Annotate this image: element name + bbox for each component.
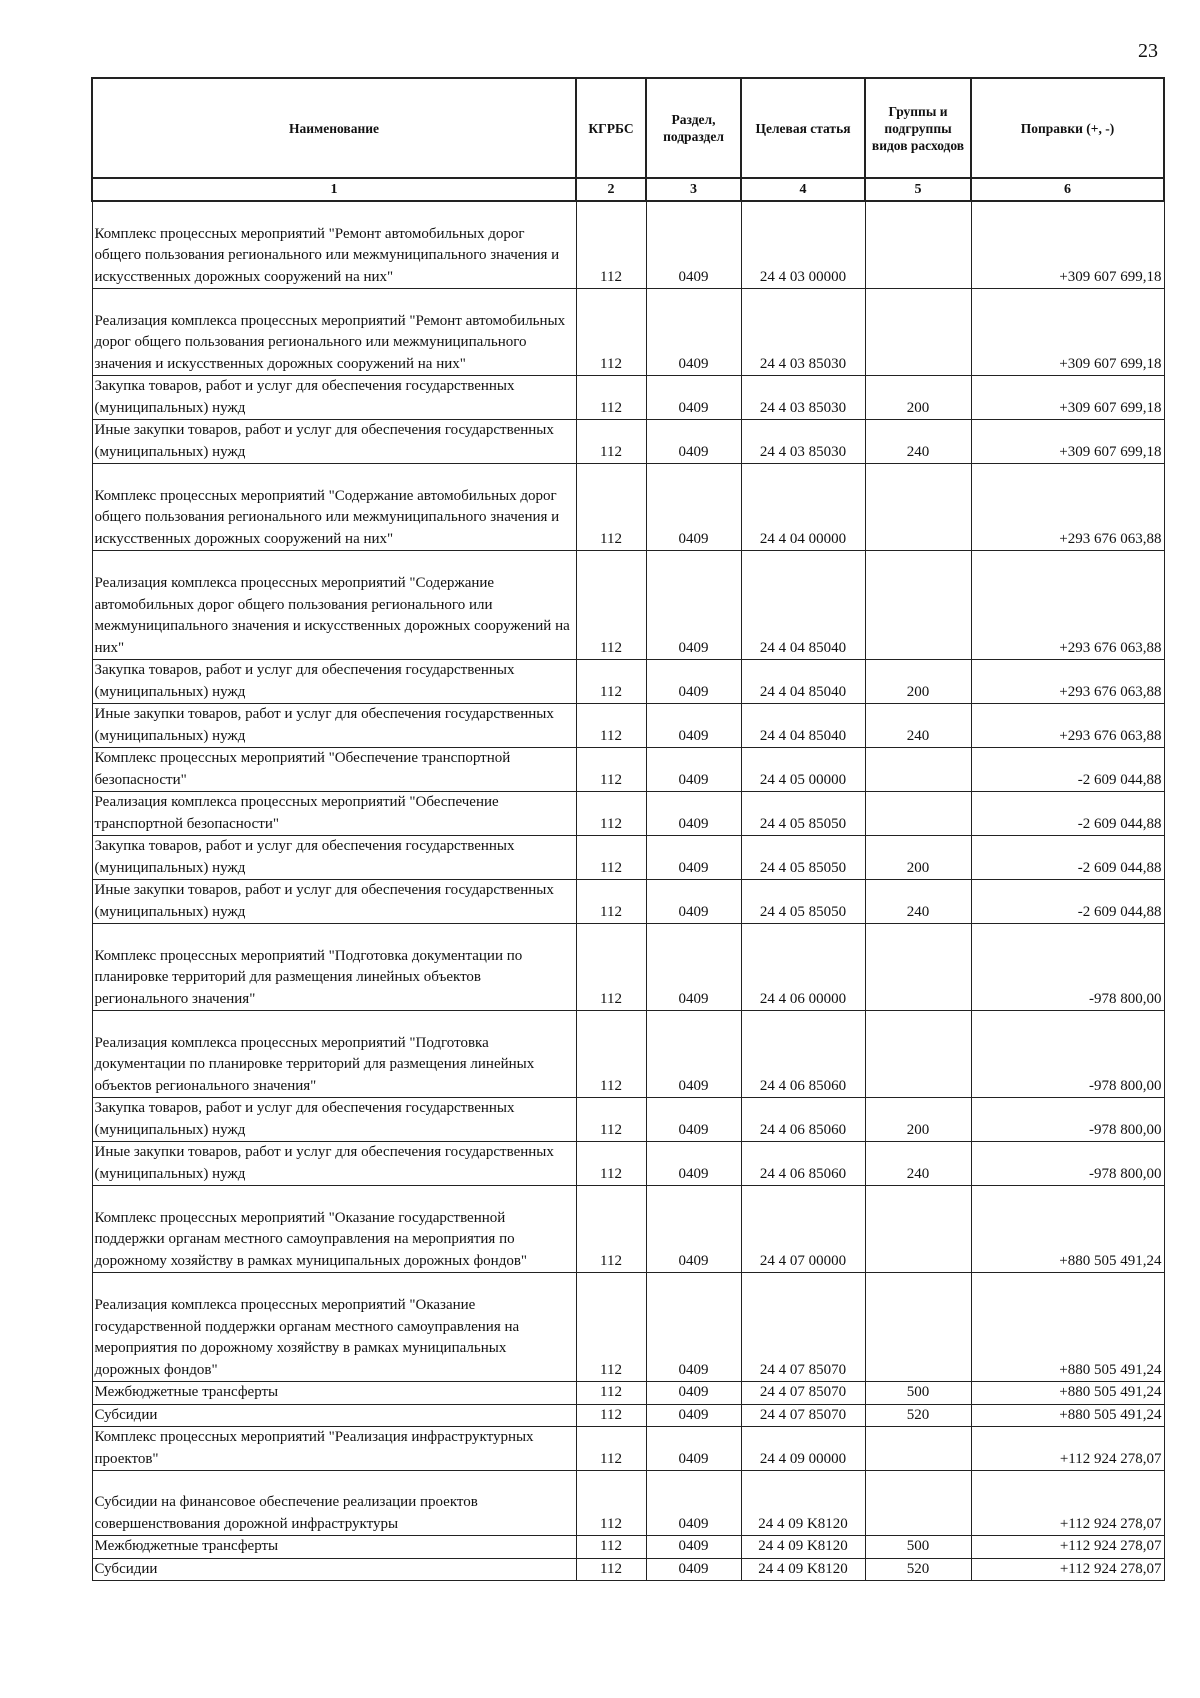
table-row bbox=[92, 1011, 1164, 1098]
row-section: 0409 bbox=[646, 1186, 741, 1273]
table-row bbox=[92, 1536, 1164, 1559]
row-kgrbs: 112 bbox=[576, 1427, 646, 1471]
row-kgrbs: 112 bbox=[576, 880, 646, 924]
row-section: 0409 bbox=[646, 880, 741, 924]
row-kgrbs: 112 bbox=[576, 792, 646, 836]
column-number: 4 bbox=[741, 178, 865, 201]
table-row bbox=[92, 464, 1164, 551]
row-target: 24 4 04 85040 bbox=[741, 660, 865, 704]
row-kgrbs: 112 bbox=[576, 1471, 646, 1536]
row-group bbox=[865, 289, 971, 376]
row-name: Закупка товаров, работ и услуг для обеспечения государственных (муниципальных) нужд bbox=[92, 836, 576, 880]
row-name: Иные закупки товаров, работ и услуг для обеспечения государственных (муниципальных) нужд bbox=[92, 1142, 576, 1186]
row-name: Комплекс процессных мероприятий "Реализация инфраструктурных проектов" bbox=[92, 1427, 576, 1471]
row-target: 24 4 07 85070 bbox=[741, 1382, 865, 1405]
row-kgrbs: 112 bbox=[576, 1558, 646, 1581]
row-section: 0409 bbox=[646, 1011, 741, 1098]
row-section: 0409 bbox=[646, 1382, 741, 1405]
header-section: Раздел, подраздел bbox=[646, 78, 741, 178]
row-name: Субсидии bbox=[92, 1558, 576, 1581]
row-group: 200 bbox=[865, 660, 971, 704]
row-kgrbs: 112 bbox=[576, 1098, 646, 1142]
row-name: Реализация комплекса процессных мероприятий "Ремонт автомобильных дорог общего пользования регионального или межмуниципального значения и искусственных дорожных сооружений на них" bbox=[92, 289, 576, 376]
row-name: Комплекс процессных мероприятий "Оказание государственной поддержки органам местного самоуправления на мероприятия по дорожному хозяйству в рамках муниципальных дорожных фондов" bbox=[92, 1186, 576, 1273]
table-row bbox=[92, 748, 1164, 792]
row-name: Комплекс процессных мероприятий "Ремонт автомобильных дорог общего пользования регионального или межмуниципального значения и искусственных дорожных сооружений на них" bbox=[92, 201, 576, 289]
row-kgrbs: 112 bbox=[576, 1011, 646, 1098]
row-group: 240 bbox=[865, 420, 971, 464]
table-row bbox=[92, 1186, 1164, 1273]
row-kgrbs: 112 bbox=[576, 376, 646, 420]
row-group: 200 bbox=[865, 1098, 971, 1142]
row-group bbox=[865, 1186, 971, 1273]
row-kgrbs: 112 bbox=[576, 464, 646, 551]
table-row bbox=[92, 1471, 1164, 1536]
row-kgrbs: 112 bbox=[576, 1536, 646, 1559]
row-kgrbs: 112 bbox=[576, 1382, 646, 1405]
row-target: 24 4 06 85060 bbox=[741, 1142, 865, 1186]
row-group: 500 bbox=[865, 1536, 971, 1559]
row-amount: +309 607 699,18 bbox=[971, 420, 1164, 464]
table-row bbox=[92, 1142, 1164, 1186]
header-amendments: Поправки (+, -) bbox=[971, 78, 1164, 178]
row-section: 0409 bbox=[646, 1404, 741, 1427]
row-kgrbs: 112 bbox=[576, 660, 646, 704]
row-kgrbs: 112 bbox=[576, 1404, 646, 1427]
row-kgrbs: 112 bbox=[576, 551, 646, 660]
row-section: 0409 bbox=[646, 201, 741, 289]
row-amount: +112 924 278,07 bbox=[971, 1427, 1164, 1471]
table-row bbox=[92, 660, 1164, 704]
row-section: 0409 bbox=[646, 1098, 741, 1142]
row-name: Реализация комплекса процессных мероприятий "Подготовка документации по планировке территорий для размещения линейных объектов регионального значения" bbox=[92, 1011, 576, 1098]
table-row bbox=[92, 924, 1164, 1011]
row-target: 24 4 09 K8120 bbox=[741, 1471, 865, 1536]
budget-amendments-table bbox=[91, 77, 1165, 1581]
row-section: 0409 bbox=[646, 1558, 741, 1581]
page-number: 23 bbox=[1138, 40, 1158, 62]
row-group: 200 bbox=[865, 836, 971, 880]
row-amount: +293 676 063,88 bbox=[971, 551, 1164, 660]
row-amount: +880 505 491,24 bbox=[971, 1382, 1164, 1405]
header-name: Наименование bbox=[92, 78, 576, 178]
row-group bbox=[865, 1471, 971, 1536]
row-target: 24 4 05 85050 bbox=[741, 880, 865, 924]
row-amount: -978 800,00 bbox=[971, 924, 1164, 1011]
row-section: 0409 bbox=[646, 1142, 741, 1186]
row-amount: +309 607 699,18 bbox=[971, 376, 1164, 420]
column-number: 2 bbox=[576, 178, 646, 201]
header-kgrbs: КГРБС bbox=[576, 78, 646, 178]
row-target: 24 4 03 85030 bbox=[741, 289, 865, 376]
row-target: 24 4 06 00000 bbox=[741, 924, 865, 1011]
row-amount: -978 800,00 bbox=[971, 1011, 1164, 1098]
row-kgrbs: 112 bbox=[576, 1186, 646, 1273]
row-amount: -2 609 044,88 bbox=[971, 880, 1164, 924]
row-target: 24 4 09 K8120 bbox=[741, 1558, 865, 1581]
row-section: 0409 bbox=[646, 924, 741, 1011]
row-target: 24 4 07 00000 bbox=[741, 1186, 865, 1273]
row-group: 520 bbox=[865, 1404, 971, 1427]
row-name: Комплекс процессных мероприятий "Подготовка документации по планировке территорий для размещения линейных объектов регионального значения" bbox=[92, 924, 576, 1011]
row-amount: -2 609 044,88 bbox=[971, 836, 1164, 880]
row-target: 24 4 05 00000 bbox=[741, 748, 865, 792]
row-section: 0409 bbox=[646, 704, 741, 748]
row-section: 0409 bbox=[646, 792, 741, 836]
table-row bbox=[92, 1427, 1164, 1471]
table-row bbox=[92, 1404, 1164, 1427]
row-target: 24 4 07 85070 bbox=[741, 1273, 865, 1382]
row-section: 0409 bbox=[646, 748, 741, 792]
row-group bbox=[865, 464, 971, 551]
row-group bbox=[865, 748, 971, 792]
row-target: 24 4 09 00000 bbox=[741, 1427, 865, 1471]
row-name: Реализация комплекса процессных мероприятий "Обеспечение транспортной безопасности" bbox=[92, 792, 576, 836]
row-name: Межбюджетные трансферты bbox=[92, 1536, 576, 1559]
row-amount: +880 505 491,24 bbox=[971, 1404, 1164, 1427]
row-amount: +880 505 491,24 bbox=[971, 1273, 1164, 1382]
row-target: 24 4 05 85050 bbox=[741, 836, 865, 880]
row-group: 500 bbox=[865, 1382, 971, 1405]
row-target: 24 4 06 85060 bbox=[741, 1011, 865, 1098]
row-group bbox=[865, 551, 971, 660]
row-name: Субсидии bbox=[92, 1404, 576, 1427]
row-group bbox=[865, 1427, 971, 1471]
row-section: 0409 bbox=[646, 551, 741, 660]
row-section: 0409 bbox=[646, 420, 741, 464]
row-name: Иные закупки товаров, работ и услуг для обеспечения государственных (муниципальных) нужд bbox=[92, 420, 576, 464]
row-group bbox=[865, 792, 971, 836]
row-name: Межбюджетные трансферты bbox=[92, 1382, 576, 1405]
table-row bbox=[92, 1273, 1164, 1382]
row-group bbox=[865, 924, 971, 1011]
row-name: Комплекс процессных мероприятий "Содержание автомобильных дорог общего пользования регионального или межмуниципального значения и искусственных дорожных сооружений на них" bbox=[92, 464, 576, 551]
table-row bbox=[92, 1098, 1164, 1142]
row-target: 24 4 06 85060 bbox=[741, 1098, 865, 1142]
row-section: 0409 bbox=[646, 1427, 741, 1471]
row-kgrbs: 112 bbox=[576, 420, 646, 464]
column-number: 1 bbox=[92, 178, 576, 201]
header-groups: Группы и подгруппы видов расходов bbox=[865, 78, 971, 178]
table-row bbox=[92, 704, 1164, 748]
row-group: 520 bbox=[865, 1558, 971, 1581]
row-kgrbs: 112 bbox=[576, 836, 646, 880]
row-section: 0409 bbox=[646, 660, 741, 704]
row-amount: +293 676 063,88 bbox=[971, 660, 1164, 704]
table-row bbox=[92, 201, 1164, 289]
row-section: 0409 bbox=[646, 1471, 741, 1536]
row-kgrbs: 112 bbox=[576, 289, 646, 376]
row-section: 0409 bbox=[646, 376, 741, 420]
row-name: Закупка товаров, работ и услуг для обеспечения государственных (муниципальных) нужд bbox=[92, 660, 576, 704]
row-group bbox=[865, 201, 971, 289]
row-group bbox=[865, 1273, 971, 1382]
row-amount: +309 607 699,18 bbox=[971, 201, 1164, 289]
row-group bbox=[865, 1011, 971, 1098]
row-target: 24 4 03 85030 bbox=[741, 376, 865, 420]
row-target: 24 4 09 K8120 bbox=[741, 1536, 865, 1559]
row-target: 24 4 03 00000 bbox=[741, 201, 865, 289]
row-target: 24 4 04 85040 bbox=[741, 704, 865, 748]
row-amount: +293 676 063,88 bbox=[971, 464, 1164, 551]
row-kgrbs: 112 bbox=[576, 1142, 646, 1186]
row-amount: -978 800,00 bbox=[971, 1142, 1164, 1186]
row-amount: -2 609 044,88 bbox=[971, 792, 1164, 836]
row-kgrbs: 112 bbox=[576, 924, 646, 1011]
row-amount: -978 800,00 bbox=[971, 1098, 1164, 1142]
table-row bbox=[92, 1558, 1164, 1581]
table-row bbox=[92, 420, 1164, 464]
table-row bbox=[92, 792, 1164, 836]
row-target: 24 4 03 85030 bbox=[741, 420, 865, 464]
table-row bbox=[92, 551, 1164, 660]
row-target: 24 4 04 85040 bbox=[741, 551, 865, 660]
table-row bbox=[92, 880, 1164, 924]
row-target: 24 4 07 85070 bbox=[741, 1404, 865, 1427]
column-number: 6 bbox=[971, 178, 1164, 201]
row-amount: -2 609 044,88 bbox=[971, 748, 1164, 792]
row-section: 0409 bbox=[646, 289, 741, 376]
row-kgrbs: 112 bbox=[576, 1273, 646, 1382]
row-name: Иные закупки товаров, работ и услуг для обеспечения государственных (муниципальных) нужд bbox=[92, 704, 576, 748]
row-amount: +309 607 699,18 bbox=[971, 289, 1164, 376]
column-number: 5 bbox=[865, 178, 971, 201]
row-name: Субсидии на финансовое обеспечение реализации проектов совершенствования дорожной инфраструктуры bbox=[92, 1471, 576, 1536]
row-target: 24 4 05 85050 bbox=[741, 792, 865, 836]
row-kgrbs: 112 bbox=[576, 748, 646, 792]
table-row bbox=[92, 836, 1164, 880]
table-row bbox=[92, 289, 1164, 376]
row-group: 240 bbox=[865, 880, 971, 924]
row-section: 0409 bbox=[646, 1536, 741, 1559]
row-name: Закупка товаров, работ и услуг для обеспечения государственных (муниципальных) нужд bbox=[92, 1098, 576, 1142]
row-group: 200 bbox=[865, 376, 971, 420]
row-name: Иные закупки товаров, работ и услуг для обеспечения государственных (муниципальных) нужд bbox=[92, 880, 576, 924]
row-target: 24 4 04 00000 bbox=[741, 464, 865, 551]
row-name: Комплекс процессных мероприятий "Обеспечение транспортной безопасности" bbox=[92, 748, 576, 792]
row-amount: +112 924 278,07 bbox=[971, 1471, 1164, 1536]
row-group: 240 bbox=[865, 1142, 971, 1186]
row-kgrbs: 112 bbox=[576, 704, 646, 748]
table-row bbox=[92, 376, 1164, 420]
row-section: 0409 bbox=[646, 464, 741, 551]
column-number: 3 bbox=[646, 178, 741, 201]
row-section: 0409 bbox=[646, 1273, 741, 1382]
header-target: Целевая статья bbox=[741, 78, 865, 178]
row-amount: +112 924 278,07 bbox=[971, 1558, 1164, 1581]
row-section: 0409 bbox=[646, 836, 741, 880]
row-name: Реализация комплекса процессных мероприятий "Содержание автомобильных дорог общего пользования регионального или межмуниципального значения и искусственных дорожных сооружений на них" bbox=[92, 551, 576, 660]
table-row bbox=[92, 1382, 1164, 1405]
row-amount: +112 924 278,07 bbox=[971, 1536, 1164, 1559]
row-name: Реализация комплекса процессных мероприятий "Оказание государственной поддержки органам местного самоуправления на мероприятия по дорожному хозяйству в рамках муниципальных дорожных фондов" bbox=[92, 1273, 576, 1382]
row-kgrbs: 112 bbox=[576, 201, 646, 289]
row-amount: +880 505 491,24 bbox=[971, 1186, 1164, 1273]
row-amount: +293 676 063,88 bbox=[971, 704, 1164, 748]
row-group: 240 bbox=[865, 704, 971, 748]
row-name: Закупка товаров, работ и услуг для обеспечения государственных (муниципальных) нужд bbox=[92, 376, 576, 420]
